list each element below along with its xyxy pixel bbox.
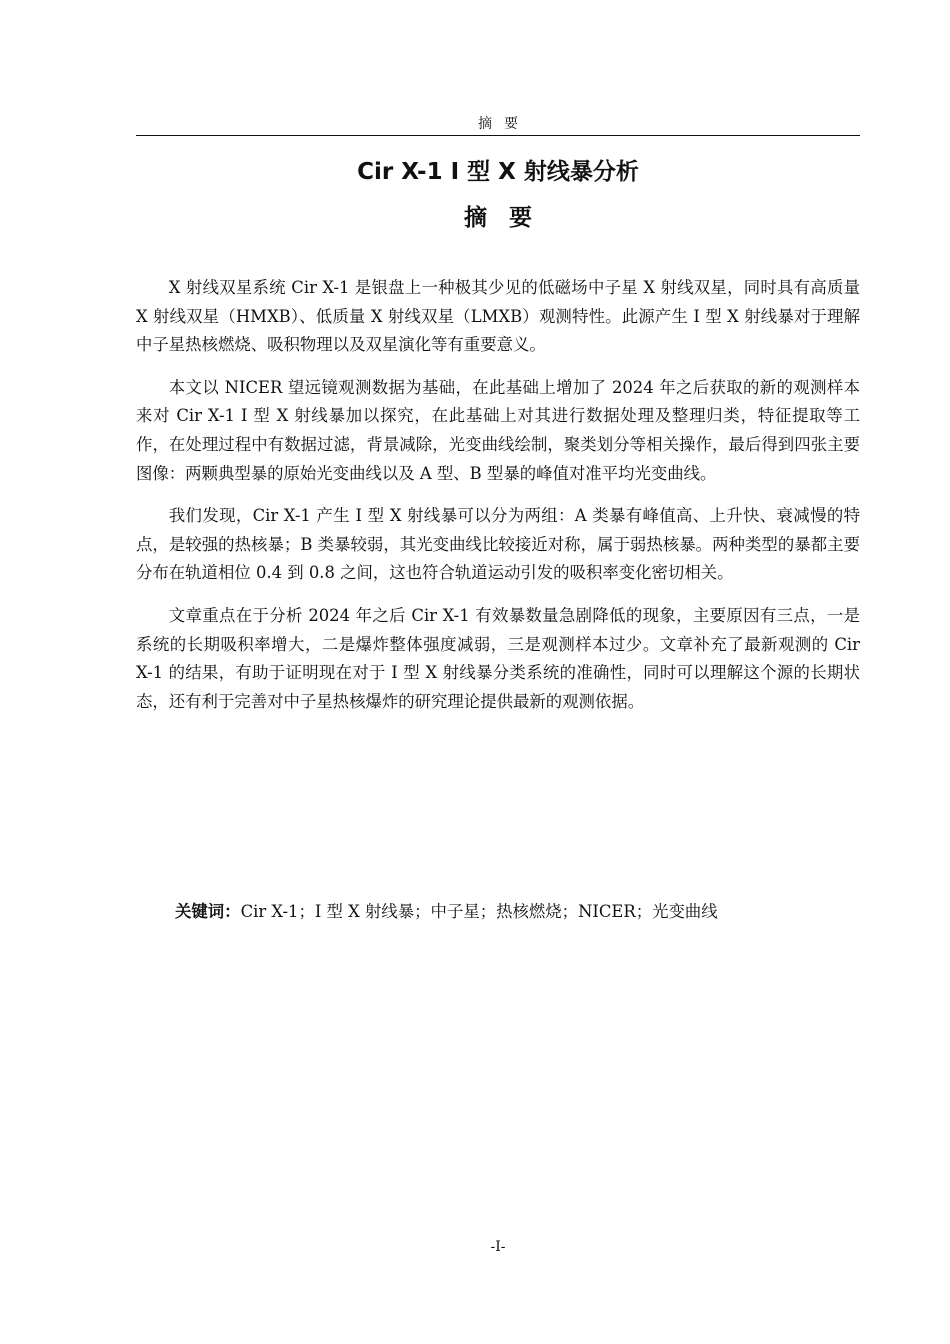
running-header: 摘要: [478, 116, 530, 132]
abstract-paragraph-3: 我们发现，Cir X-1 产生 I 型 X 射线暴可以分为两组：A 类暴有峰值高、上升快、衰减慢的特点，是较强的热核暴；B 类暴较弱，其光变曲线比较接近对称，属于弱热核暴。两种类型的暴都主要分布在轨道相位 0.4 到 0.8 之间，这也符合轨道运动引发的吸积率变化密切相关。: [136, 506, 860, 583]
keywords-label: 关键词：: [175, 902, 241, 921]
abstract-paragraph-4: 文章重点在于分析 2024 年之后 Cir X-1 有效暴数量急剧降低的现象，主要原因有三点，一是系统的长期吸积率增大，二是爆炸整体强度减弱，三是观测样本过少。文章补充了最新观测的 Cir X-1 的结果，有助于证明现在对于 I 型 X 射线暴分类系统的准确性，同时可以理解这个源的长期状态，还有利于完善对中子星热核爆炸的研究理论提供最新的观测依据。: [136, 605, 860, 711]
header-rule: [136, 135, 860, 136]
keywords-text: Cir X-1；I 型 X 射线暴；中子星；热核燃烧；NICER；光变曲线: [240, 902, 718, 921]
paper-title: Cir X-1 I 型 X 射线暴分析: [357, 159, 639, 185]
abstract-paragraph-2: 本文以 NICER 望远镜观测数据为基础，在此基础上增加了 2024 年之后获取的新的观测样本来对 Cir X-1 I 型 X 射线暴加以探究，在此基础上对其进行数据处理及整理归类，特征提取等工作，在处理过程中有数据过滤，背景减除，光变曲线绘制，聚类划分等相关操作，最后得到四张主要图像：两颗典型暴的原始光变曲线以及 A 型、B 型暴的峰值对准平均光变曲线。: [136, 377, 860, 483]
page-number: -I-: [490, 1239, 506, 1255]
abstract-heading: 摘要: [464, 205, 554, 231]
abstract-body: [136, 274, 860, 730]
keywords-line: [175, 898, 860, 926]
abstract-paragraph-1: X 射线双星系统 Cir X-1 是银盘上一种极其少见的低磁场中子星 X 射线双星，同时具有高质量 X 射线双星（HMXB）、低质量 X 射线双星（LMXB）观测特性。此源产生 I 型 X 射线暴对于理解中子星热核燃烧、吸积物理以及双星演化等有重要意义。: [136, 278, 860, 355]
